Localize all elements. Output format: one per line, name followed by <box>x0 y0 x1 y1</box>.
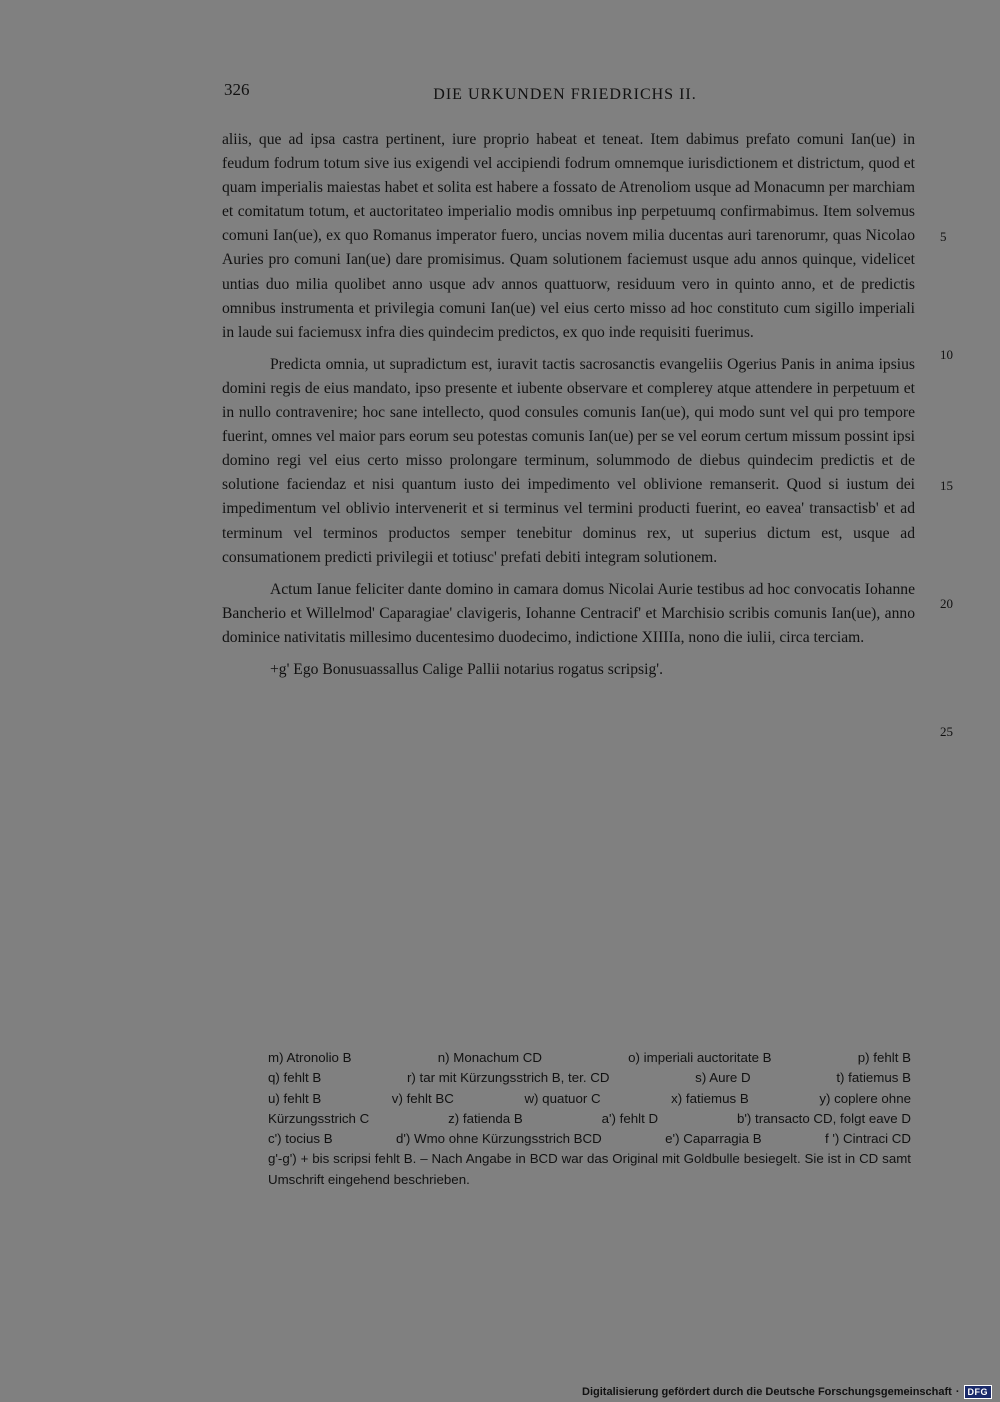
footnote: s) Aure D <box>695 1070 751 1086</box>
footnote: n) Monachum CD <box>437 1050 542 1065</box>
footnote: o) imperiali auctoritate B <box>628 1050 772 1065</box>
footnote: Kürzungsstrich C <box>268 1110 370 1126</box>
footnote: f ') Cintraci CD <box>824 1131 911 1147</box>
footnote: b') transacto CD, folgt eave D <box>736 1110 911 1126</box>
footnote: p) fehlt B <box>857 1050 911 1065</box>
footnote: u) fehlt B <box>268 1090 322 1106</box>
line-number: 20 <box>940 596 953 611</box>
footnote: z) fatienda B <box>448 1110 523 1126</box>
footnote: v) fehlt BC <box>391 1090 454 1106</box>
footnote-row <box>268 1048 911 1068</box>
footnote: y) coplere ohne <box>819 1090 911 1106</box>
notary-signature: +g' Ego Bonusuassallus Calige Pallii notarius rogatus scripsig'. <box>270 660 663 678</box>
footnote: e') Caparragia B <box>665 1131 762 1147</box>
footnote: r) tar mit Kürzungsstrich B, ter. CD <box>406 1070 610 1086</box>
line-number: 10 <box>940 347 953 362</box>
footnote: a') fehlt D <box>601 1110 659 1126</box>
footnote: t) fatiemus B <box>836 1070 911 1086</box>
footnote: q) fehlt B <box>268 1070 322 1086</box>
separator: · <box>955 1386 960 1398</box>
paragraph-1: aliis, que ad ipsa castra pertinent, iure proprio habeat et teneat. Item dabimus prefato comuni Ian(ue) in feudum fodrum totum sive ius exigendi vel accipiendi fodrum omnemque iurisdictionem et districtum, quod et quam imperialis maiestas habet et solita est habere a fossato de Atrenoliom usque ad Monacumn per marchiam et comitatum totum, et auctoritateo imperialio modis omnibus inp perpetuumq confirmabimus. Item solvemus comuni Ian(ue), ex quo Romanus imperator fuero, uncias novem milia ducentas auri tarenorumr, quas Nicolao Auries pro comuni Ian(ue) dare promisimus. Quam solutionem faciemust usque adu annos quinque, videlicet untias duo milia quolibet anno usque adv annos quattuorw, residuum vero in quinto anno, et de predictis omnibus instrumenta et privilegia comuni Ian(ue) vel eius certo misso ad hoc constituto cum sigillo imperiali in laude sui faciemusx infra dies quindecim predictos, ex quo inde requisiti fuerimus. <box>222 131 915 341</box>
line-number: 15 <box>940 478 953 493</box>
footnote-row <box>268 1109 911 1129</box>
dfg-footer <box>582 1384 992 1400</box>
footnote: w) quatuor C <box>524 1090 601 1106</box>
dfg-logo-icon: DFG <box>964 1385 993 1399</box>
footnotes <box>268 1048 911 1190</box>
footnote-row <box>268 1068 911 1088</box>
line-number: 25 <box>940 724 953 739</box>
footnote: x) fatiemus B <box>671 1090 749 1106</box>
footnote: c') tocius B <box>268 1131 333 1147</box>
paragraph-2: Predicta omnia, ut supradictum est, iuravit tactis sacrosanctis evangeliis Ogerius Panis in anima ipsius domini regis de eius mandato, ipso presente et iubente observare et complerey atque attendere in perpetuum et in nullo contravenire; hoc sane intellecto, quod consules comunis Ian(ue), qui modo sunt vel qui pro tempore fuerint, omnes vel maior pars eorum seu potestas comunis Ian(ue) per se vel eorum certum missum possint ipsi domino regi vel eius certo misso prolongare terminum, solummodo de diebus quindecim predictis et de solutione faciendaz et nisi quantum iusto dei impedimento vel oblivione remanserit. Quod si iustum dei impedimentum vel oblivio intervenerit et si terminus vel termini producti fuerint, eo eavea' transactisb' et ad terminum vel terminos productos semper tenebitur dominus rex, ut superius dictum est, usque ad consumationem predicti privilegii et totiusc' prefati debiti integram solutionem. <box>222 355 915 566</box>
footnote-long: g'-g') + bis scripsi fehlt B. – Nach Angabe in BCD war das Original mit Goldbulle besiegelt. Sie ist in CD samt Umschrift eingehend beschrieben. <box>268 1151 911 1187</box>
main-text <box>222 128 915 690</box>
line-number: 5 <box>940 229 947 244</box>
paragraph-3: Actum Ianue feliciter dante domino in camara domus Nicolai Aurie testibus ad hoc convocatis Iohanne Bancherio et Willelmod' Caparagiae' clavigeris, Iohanne Centracif' et Marchisio scribis comunis Ian(ue), anno dominice nativitatis millesimo ducentesimo duodecimo, indictione XIIIIa, nono die iulii, circa terciam. <box>222 580 915 646</box>
footnote-row <box>268 1129 911 1149</box>
footnote-row <box>268 1089 911 1109</box>
footnote: d') Wmo ohne Kürzungsstrich BCD <box>396 1131 602 1147</box>
page-number: 326 <box>224 80 250 99</box>
footnote: m) Atronolio B <box>268 1050 352 1065</box>
funding-credit: Digitalisierung gefördert durch die Deutsche Forschungsgemeinschaft <box>582 1386 952 1398</box>
running-title: DIE URKUNDEN FRIEDRICHS II. <box>433 86 697 103</box>
